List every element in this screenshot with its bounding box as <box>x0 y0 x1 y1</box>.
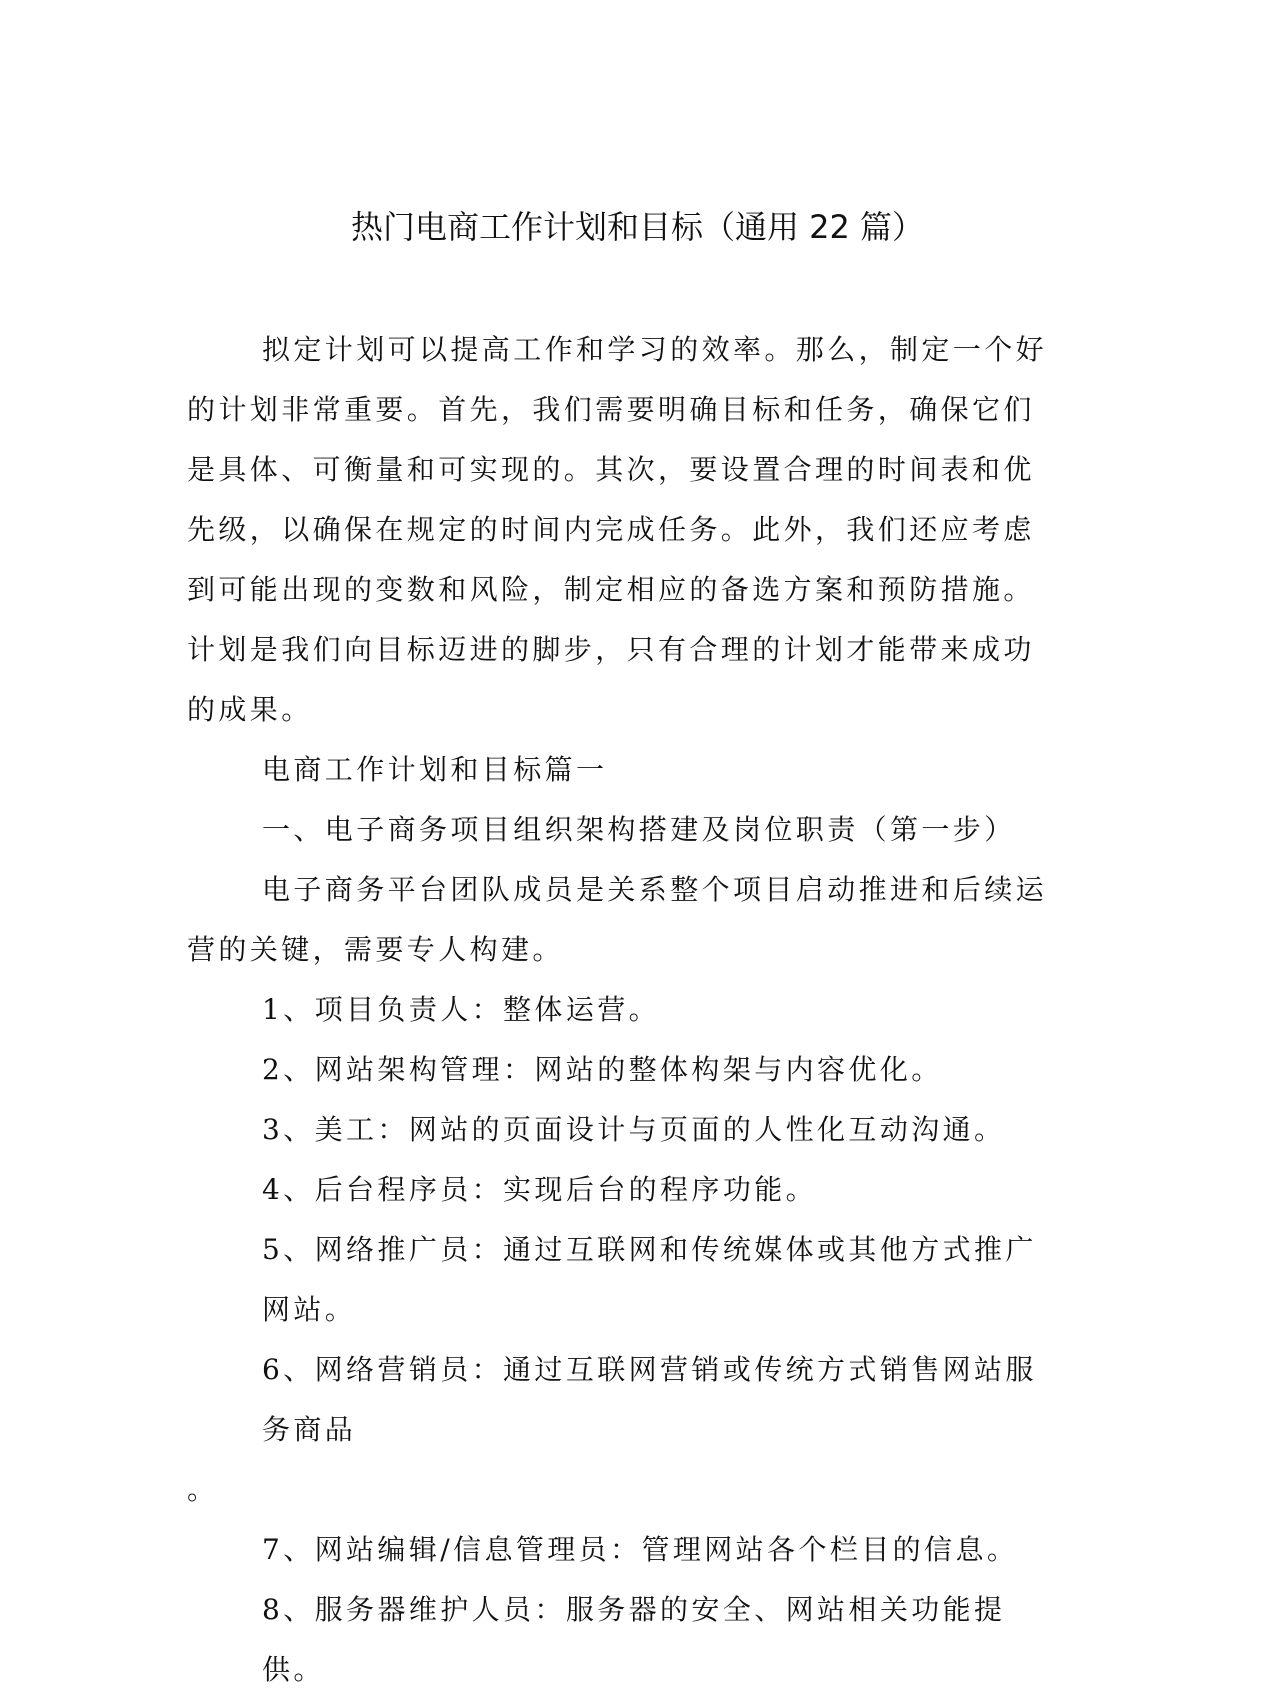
list-item: 1、项目负责人：整体运营。 <box>262 993 661 1026</box>
subsection-paragraph: 电子商务平台团队成员是关系整个项目启动推进和后续运营的关键，需要专人构建。 <box>187 873 1048 966</box>
section-heading: 电商工作计划和目标篇一 <box>262 753 608 786</box>
list-item: 5、网络推广员：通过互联网和传统媒体或其他方式推广网站。 <box>262 1233 1037 1326</box>
list-item-6 <box>187 1340 1062 1520</box>
list-item-6-line-2: 。 <box>187 1473 219 1506</box>
list-item: 3、美工：网站的页面设计与页面的人性化互动沟通。 <box>262 1113 1006 1146</box>
intro-paragraph: 拟定计划可以提高工作和学习的效率。那么，制定一个好的计划非常重要。首先，我们需要明确目标和任务，确保它们是具体、可衡量和可实现的。其次，要设置合理的时间表和优先级，以确保在规定的时间内完成任务。此外，我们还应考虑到可能出现的变数和风险，制定相应的备选方案和预防措施。计划是我们向目标迈进的脚步，只有合理的计划才能带来成功的成果。 <box>187 333 1048 726</box>
document-body <box>187 320 1062 1700</box>
document-title: 热门电商工作计划和目标（通用 22 篇） <box>350 208 925 246</box>
list-item: 2、网站架构管理：网站的整体构架与内容优化。 <box>262 1053 943 1086</box>
list-item: 4、后台程序员：实现后台的程序功能。 <box>262 1173 818 1206</box>
subsection-heading: 一、电子商务项目组织架构搭建及岗位职责（第一步） <box>262 813 1016 846</box>
list-item-6-line-1: 6、网络营销员：通过互联网营销或传统方式销售网站服务商品 <box>262 1353 1037 1446</box>
list-item: 8、服务器维护人员：服务器的安全、网站相关功能提供。 <box>262 1593 1006 1686</box>
list-item: 7、网站编辑/信息管理员：管理网站各个栏目的信息。 <box>262 1533 1019 1566</box>
